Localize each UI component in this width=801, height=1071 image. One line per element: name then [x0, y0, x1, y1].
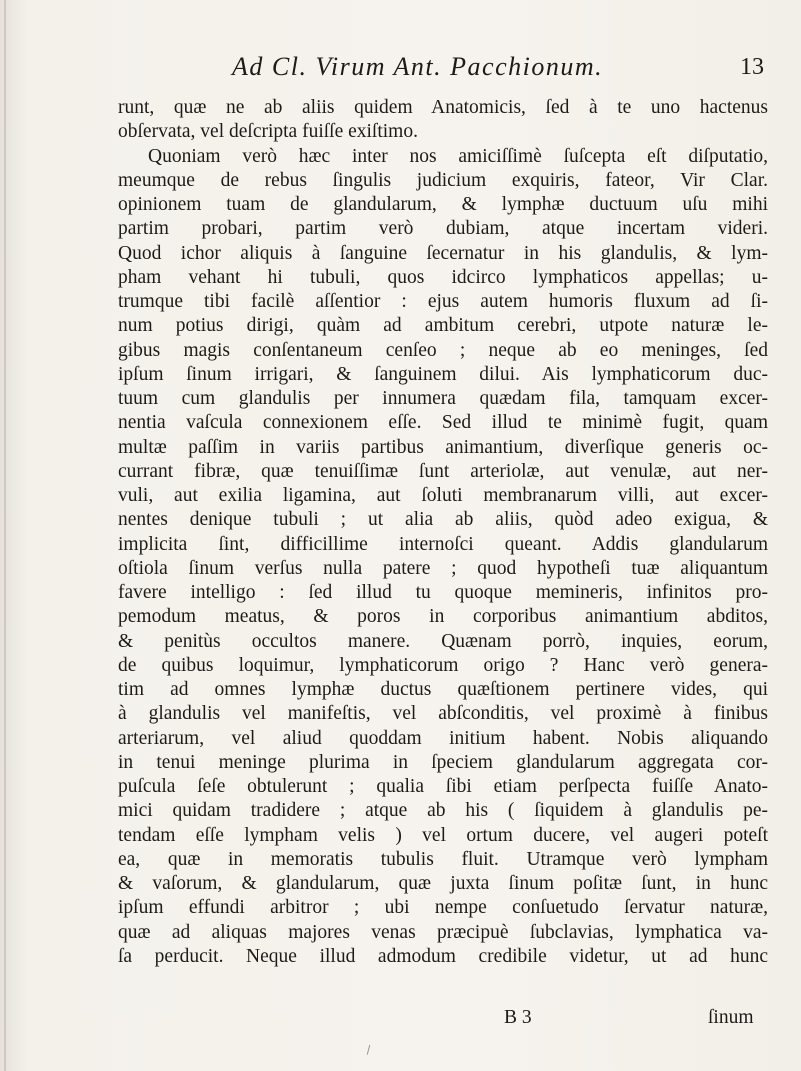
text-line: nentia vaſcula connexionem eſſe. Sed illud te minimè fugit, quam [118, 412, 768, 434]
text-line: implicita ſint, difficillime internoſci queant. Addis glandularum [118, 533, 768, 555]
text-line: ipſum effundi arbitror ; ubi nempe conſuetudo ſervatur naturæ, [118, 897, 768, 919]
text-line: multæ paſſim in variis partibus animantium, diverſique generis oc- [118, 436, 768, 458]
text-line: in tenui meninge plurima in ſpeciem glandularum aggregata cor- [118, 751, 768, 773]
text-line: de quibus loquimur, lymphaticorum origo ? Hanc verò genera- [118, 654, 768, 676]
text-line: nentes denique tubuli ; ut alia ab aliis, quòd adeo exigua, & [118, 509, 768, 531]
signature-mark: B 3 [504, 1007, 532, 1028]
text-line: Quoniam verò hæc inter nos amiciſſimè ſuſcepta eſt diſputatio, [148, 145, 768, 167]
text-line: ea, quæ in memoratis tubulis fluit. Utramque verò lympham [118, 848, 768, 870]
text-line: oſtiola ſinum verſus nulla patere ; quod hypotheſi tuæ aliquantum [118, 557, 768, 579]
text-line: favere intelligo : ſed illud tu quoque memineris, infinitos pro- [118, 582, 768, 603]
text-line: & vaſorum, & glandularum, quæ juxta ſinum poſitæ ſunt, in hunc [118, 873, 768, 894]
text-line: obſervata, vel deſcripta fuiſſe exiſtimo. [118, 121, 418, 143]
text-line: Quod ichor aliquis à ſanguine ſecernatur in his glandulis, & lym- [118, 242, 768, 264]
text-line: opinionem tuam de glandularum, & lymphæ ductuum uſu mihi [118, 194, 768, 215]
catchword: ſinum [708, 1007, 754, 1028]
text-line: pemodum meatus, & poros in corporibus animantium abditos, [118, 606, 768, 628]
text-line: gibus magis conſentaneum cenſeo ; neque ab eo meninges, ſed [118, 339, 768, 361]
text-line: ipſum ſinum irrigari, & ſanguinem dilui. Ais lymphaticorum duc- [118, 363, 768, 385]
text-line: vuli, aut exilia ligamina, aut ſoluti membranarum villi, aut excer- [118, 485, 768, 506]
text-line: meumque de rebus ſingulis judicium exquiris, fateor, Vir Clar. [118, 169, 768, 191]
text-line: partim probari, partim verò dubiam, atque incertam videri. [118, 218, 768, 240]
text-line: runt, quæ ne ab aliis quidem Anatomicis, ſed à te uno hactenus [118, 97, 768, 118]
text-line: & penitùs occultos manere. Quænam porrò, inquies, eorum, [118, 630, 768, 652]
text-line: tendam eſſe lympham velis ) vel ortum ducere, vel augeri poteſt [118, 824, 768, 846]
text-line: quæ ad aliquas majores venas præcipuè ſubclavias, lymphatica va- [118, 921, 768, 943]
text-line: puſcula ſeſe obtulerunt ; qualia ſibi etiam perſpecta fuiſſe Anato- [118, 776, 768, 797]
text-line: arteriarum, vel aliud quoddam initium habent. Nobis aliquando [118, 727, 768, 749]
text-line: trumque tibi facilè aſſentior : ejus autem humoris fluxum ad ſi- [118, 291, 768, 312]
body-text [118, 96, 768, 969]
text-line: ſa perducit. Neque illud admodum credibile videtur, ut ad hunc [118, 945, 768, 967]
text-line: à glandulis vel manifeſtis, vel abſconditis, vel proximè à finibus [118, 703, 768, 725]
text-line: num potius dirigi, quàm ad ambitum cerebri, utpote naturæ le- [118, 315, 768, 337]
running-title: Ad Cl. Virum Ant. Pacchionum. [232, 52, 604, 81]
text-line: pham vehant hi tubuli, quos idcirco lymphaticos appellas; u- [118, 266, 768, 288]
text-line: currant fibræ, quæ tenuiſſimæ ſunt arteriolæ, aut venulæ, aut ner- [118, 460, 768, 482]
page-footer [0, 1007, 801, 1033]
page-gutter-edge [4, 0, 6, 1071]
text-line: mici quidam tradidere ; atque ab his ( ſiquidem à glandulis pe- [118, 800, 768, 822]
page-header [0, 52, 801, 92]
text-line: tuum cum glandulis per innumera quædam fila, tamquam excer- [118, 388, 768, 409]
text-line: tim ad omnes lymphæ ductus quæſtionem pertinere vides, qui [118, 679, 768, 700]
page-number: 13 [740, 54, 764, 80]
stray-ink-mark [367, 1045, 372, 1055]
